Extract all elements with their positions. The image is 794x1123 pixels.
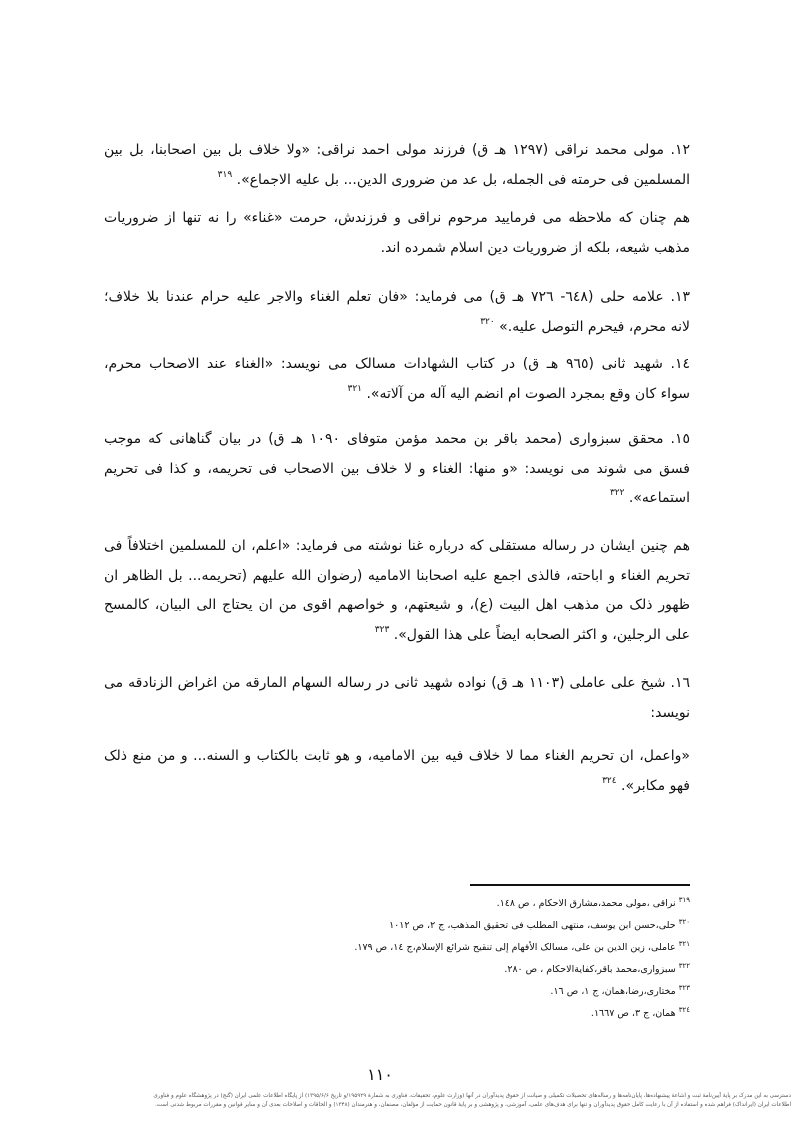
footnote-text: عاملی، زین الدین بن علی، مسالک الأفهام إلی تنقیح شرائع الإسلام،ج ١٤، ص ١٧٩. bbox=[354, 942, 676, 953]
footnote bbox=[104, 915, 690, 937]
paragraph-line: ١٥. محقق سبزواری (محمد باقر بن محمد مؤمن متوفای ١٠٩٠ هـ ق) در بیان گناهانی که موجب bbox=[104, 431, 690, 447]
footnote-number: ٣٢٠ bbox=[678, 918, 690, 926]
footnote-text: مختاری،رضا،همان، ج ١، ص ١٦. bbox=[550, 986, 676, 997]
footnote bbox=[104, 893, 690, 915]
footnote bbox=[104, 937, 690, 959]
copyright-footer bbox=[3, 1092, 791, 1110]
paragraph-line: ظهور ذلک من مذهب اهل البیت (ع)، و شیعتهم، و خواصهم اقوی من ان یحتاج الی البیان، کالمسح bbox=[104, 597, 690, 613]
footnote-ref: ٣٢١ bbox=[347, 383, 362, 394]
footnote-text: همان، ج ٣، ص ١٦٦٧. bbox=[590, 1008, 676, 1019]
footnote-text: سبزواری،محمد باقر،کفایةالاحکام ، ص ٢٨٠. bbox=[504, 964, 676, 975]
page-number: ١١٠ bbox=[367, 1065, 393, 1084]
paragraph-line-last bbox=[104, 380, 690, 410]
paragraph-line-text: سواء کان وقع بمجرد الصوت ام انضم الیه آله من آلاته». bbox=[366, 385, 690, 402]
footnote-text: نراقی ،مولی محمد،مشارق الاحکام ، ص ١٤٨. bbox=[496, 898, 676, 909]
footnote-text: حلی،حسن ابن یوسف، منتهی المطلب فی تحقیق المذهب، ج ٢، ص ١٠١٢ bbox=[389, 920, 676, 931]
paragraph-commentary-2 bbox=[104, 532, 690, 650]
paragraph-line-last: مذهب شیعه، بلکه از ضروریات دین اسلام شمرده اند. bbox=[380, 239, 690, 256]
paragraph-line: ١٢. مولی محمد نراقی (١٢٩٧ هـ ق) فرزند مولی احمد نراقی: «ولا خلاف بل بین اصحابنا، بل بین bbox=[104, 142, 690, 158]
paragraph-line-text: المسلمین فی حرمته فی الجمله، بل عد من ضروری الدین... بل علیه الاجماع». bbox=[236, 171, 690, 188]
paragraph-line: هم چنان که ملاحظه می فرمایید مرحوم نراقی و فرزندش، حرمت «غناء» را نه تنها از ضروریات bbox=[104, 210, 690, 226]
paragraph-quote bbox=[104, 742, 690, 801]
footnote-number: ٣١٩ bbox=[678, 896, 690, 904]
paragraph-line-last bbox=[104, 621, 690, 651]
footnote-number: ٣٢٣ bbox=[678, 984, 690, 992]
paragraph-line: هم چنین ایشان در رساله مستقلی که درباره غنا نوشته می فرماید: «اعلم، ان للمسلمین اختلافاً فی bbox=[104, 538, 690, 554]
footnote bbox=[104, 1003, 690, 1025]
paragraph-line-last: نویسد: bbox=[650, 704, 690, 721]
footnote bbox=[104, 959, 690, 981]
copyright-footer-line: اطلاعات ایران (ایرانداک) فراهم شده و استفاده از آن با رعایت کامل حقوق پدیدآوران و تنها برای هدف‌های علمی، آموزشی، و پژوهشی و بر پایهٔ قانون حمایت از مؤلفان، مصنفان، و هنرمندان (۱۳۴۸) و الحاقات و اصلاحات بعدی آن و سایر قوانین و مقررات مربوط شدنی است. bbox=[154, 1102, 791, 1108]
paragraph-line: تحریم الغناء و اباحته، فالذی اجمع علیه اصحابنا الامامیه (رضوان الله علیهم (تحریمه... بل الظاهر ان bbox=[104, 567, 690, 584]
copyright-footer-line: دسترسی به این مدرک بر پایهٔ آیین‌نامهٔ ثبت و اشاعهٔ پیشنهاده‌ها، پایان‌نامه‌ها و رساله‌های تحصیلات تکمیلی و صیانت از حقوق پدیدآوران در آنها (وزارت علوم، تحقیقات، فناوری به شمارهٔ ۱۹۵۹۲۹/و تاریخ ۱۳۹۵/۶/۶) از پایگاه اطلاعات علمی ایران (گنج) در پژوهشگاه علوم و فناوری bbox=[153, 1093, 791, 1099]
paragraph-item-13 bbox=[104, 283, 690, 342]
paragraph-line: فسق می شوند می نویسد: «و منها: الغناء و لا خلاف بین الاصحاب فی تحریمه، و کذا فی تحریم bbox=[104, 460, 690, 477]
paragraph-item-12 bbox=[104, 136, 690, 195]
paragraph-line-text: فهو مکابر». bbox=[621, 777, 690, 794]
footnote-ref: ٣٢٣ bbox=[374, 624, 390, 635]
footnote-number: ٣٢٤ bbox=[678, 1006, 690, 1014]
footnote-number: ٣٢٢ bbox=[678, 962, 690, 970]
paragraph-line: ١٤. شهید ثانی (٩٦٥ هـ ق) در کتاب الشهادات مسالک می نویسد: «الغناء عند الاصحاب محرم، bbox=[104, 356, 690, 372]
paragraph-line: «واعمل، ان تحریم الغناء مما لا خلاف فیه بین الامامیه، و هو ثابت بالکتاب و السنه... و من منع ذلک bbox=[104, 748, 690, 764]
paragraph-line: ١٦. شیخ علی عاملی (١١٠٣ هـ ق) نواده شهید ثانی در رساله السهام المارقه من اغراض الزنادقه می bbox=[104, 675, 690, 691]
footnote bbox=[104, 981, 690, 1003]
footnote-ref: ٣٢٢ bbox=[609, 488, 625, 498]
paragraph-line-last bbox=[104, 772, 690, 802]
paragraph-item-14 bbox=[104, 350, 690, 409]
footnote-separator bbox=[470, 884, 690, 886]
paragraph-line-last bbox=[104, 484, 690, 514]
footnote-ref: ٣٢٠ bbox=[480, 316, 495, 327]
footnote-ref: ٣١٩ bbox=[217, 169, 233, 180]
footnote-number: ٣٢١ bbox=[678, 940, 690, 948]
paragraph-line-text: استماعه». bbox=[628, 490, 690, 506]
paragraph-commentary-1 bbox=[104, 204, 690, 263]
paragraph-item-15 bbox=[104, 425, 690, 514]
paragraph-line-text: لانه محرم، فیحرم التوصل علیه.» bbox=[499, 318, 690, 335]
paragraph-line-last bbox=[104, 313, 690, 343]
paragraph-line-text: علی الرجلین، و اکثر الصحابه ایضاً علی هذا القول». bbox=[393, 626, 690, 643]
paragraph-line-last bbox=[104, 166, 690, 196]
paragraph-item-16 bbox=[104, 669, 690, 728]
footnote-ref: ٣٢٤ bbox=[602, 775, 617, 786]
paragraph-line: ١٣. علامه حلی (٦٤٨- ٧٢٦ هـ ق) می فرماید: «فان تعلم الغناء والاجر علیه حرام عندنا بلا خلاف؛ bbox=[104, 289, 690, 305]
footnotes bbox=[104, 893, 690, 1025]
